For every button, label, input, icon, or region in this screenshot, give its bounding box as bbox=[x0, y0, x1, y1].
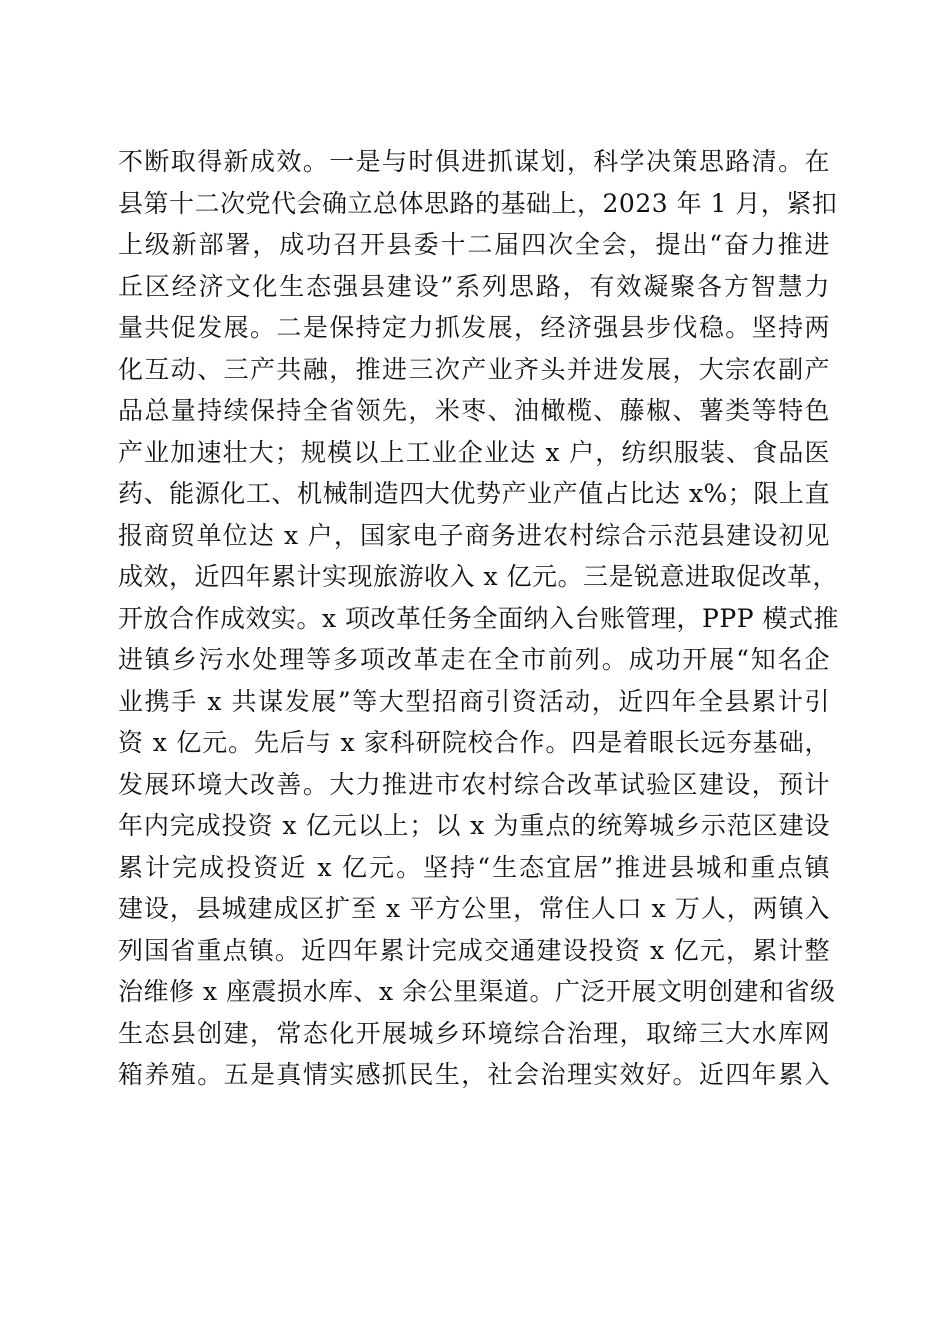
text-line-23: 箱养殖。五是真情实感抓民生，社会治理实效好。近四年累入 bbox=[118, 1060, 830, 1089]
text-line-9: 药、能源化工、机械制造四大优势产业产值占比达 x%；限上直 bbox=[118, 479, 830, 508]
text-line-1: 不断取得新成效。一是与时俱进抓谋划，科学决策思路清。在 bbox=[118, 147, 830, 176]
text-line-12: 开放合作成效实。x 项改革任务全面纳入台账管理，PPP 模式推 bbox=[118, 603, 839, 633]
text-line-2: 县第十二次党代会确立总体思路的基础上，2023 年 1 月，紧扣 bbox=[118, 188, 838, 218]
text-line-4: 丘区经济文化生态强县建设”系列思路，有效凝聚各方智慧力 bbox=[118, 271, 830, 301]
text-line-17: 年内完成投资 x 亿元以上；以 x 为重点的统筹城乡示范区建设 bbox=[118, 811, 830, 840]
text-line-19: 建设，县城建成区扩至 x 平方公里，常住人口 x 万人，两镇入 bbox=[118, 894, 830, 923]
text-line-16: 发展环境大改善。大力推进市农村综合改革试验区建设，预计 bbox=[118, 769, 830, 799]
text-line-8: 产业加速壮大；规模以上工业企业达 x 户，纺织服装、食品医 bbox=[118, 437, 830, 467]
text-line-10: 报商贸单位达 x 户，国家电子商务进农村综合示范县建设初见 bbox=[118, 520, 830, 550]
text-line-3: 上级新部署，成功召开县委十二届四次全会，提出“奋力推进 bbox=[118, 230, 830, 259]
text-line-22: 生态县创建，常态化开展城乡环境综合治理，取缔三大水库网 bbox=[118, 1018, 830, 1048]
text-line-14: 业携手 x 共谋发展”等大型招商引资活动，近四年全县累计引 bbox=[118, 686, 830, 716]
text-line-13: 进镇乡污水处理等多项改革走在全市前列。成功开展“知名企 bbox=[118, 645, 830, 674]
text-line-21: 治维修 x 座震损水库、x 余公里渠道。广泛开展文明创建和省级 bbox=[118, 977, 836, 1006]
text-line-20: 列国省重点镇。近四年累计完成交通建设投资 x 亿元，累计整 bbox=[118, 935, 830, 965]
text-line-15: 资 x 亿元。先后与 x 家科研院校合作。四是着眼长远夯基础， bbox=[118, 728, 830, 757]
text-line-6: 化互动、三产共融，推进三次产业齐头并进发展，大宗农副产 bbox=[118, 354, 830, 384]
text-line-5: 量共促发展。二是保持定力抓发展，经济强县步伐稳。坚持两 bbox=[118, 313, 830, 342]
body-paragraph bbox=[118, 141, 839, 1096]
text-line-11: 成效，近四年累计实现旅游收入 x 亿元。三是锐意进取促改革， bbox=[118, 562, 838, 591]
text-line-18: 累计完成投资近 x 亿元。坚持“生态宜居”推进县城和重点镇 bbox=[118, 852, 830, 882]
text-line-7: 品总量持续保持全省领先，米枣、油橄榄、藤椒、薯类等特色 bbox=[118, 396, 830, 425]
